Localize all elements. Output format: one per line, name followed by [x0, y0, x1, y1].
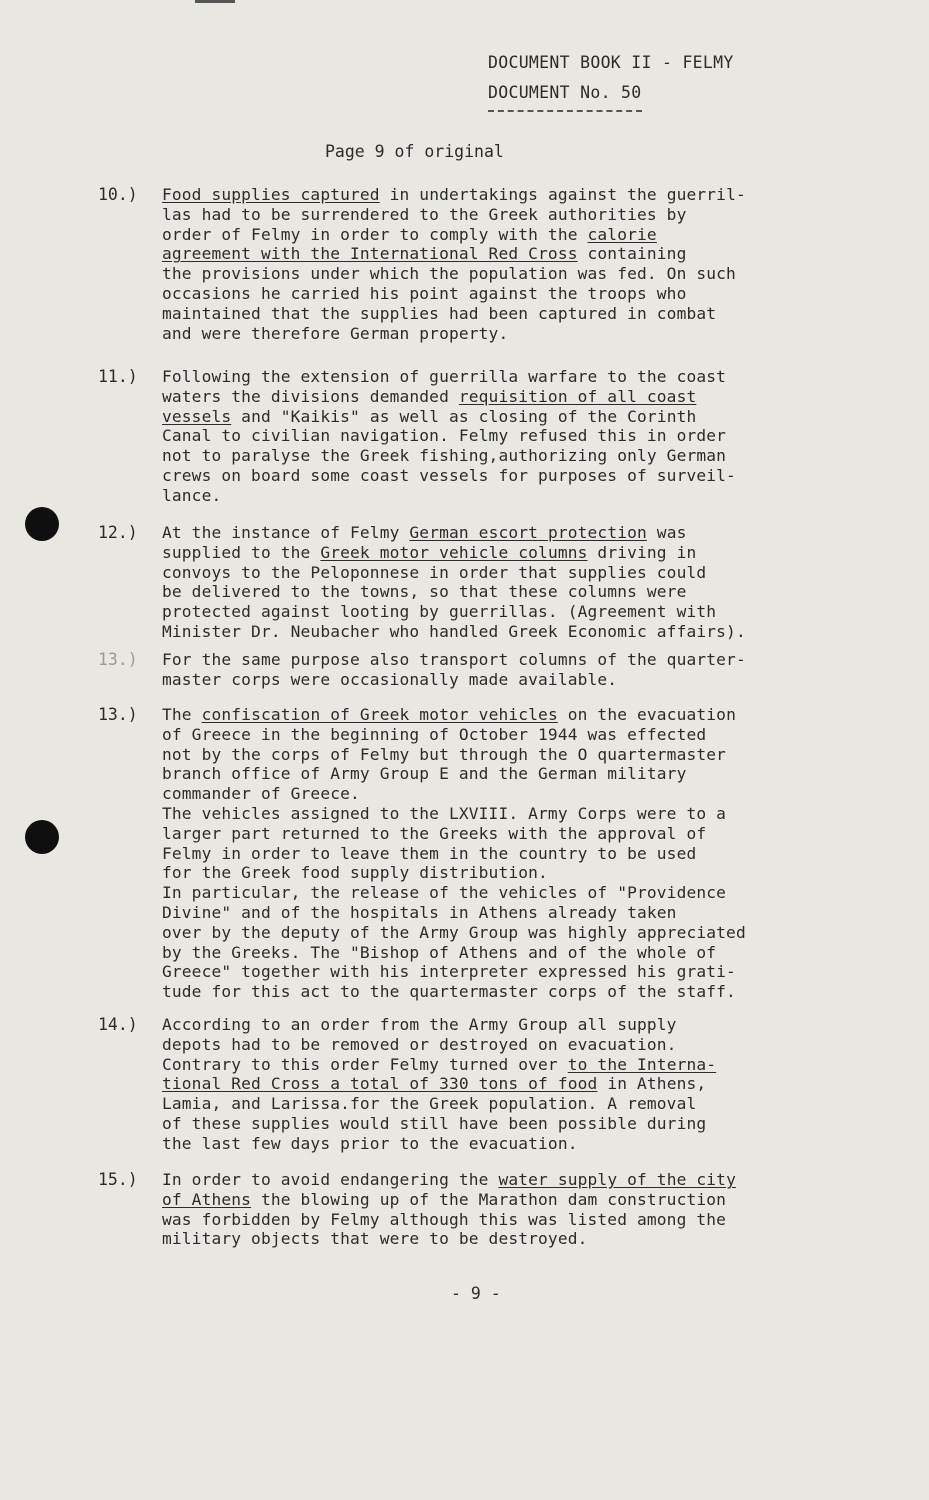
paragraph-text — [162, 185, 874, 343]
paragraph-number: 15.) — [98, 1170, 138, 1189]
paragraph-number: 13.) — [98, 650, 138, 669]
text-run: Following the extension of guerrilla warfare to the coast waters the divisions demanded — [162, 367, 727, 406]
text-run: The — [162, 705, 202, 724]
paragraph-text — [162, 650, 874, 690]
underlined-text: to the Interna- tional Red Cross a total of 330 tons of food — [162, 1054, 717, 1094]
punch-hole-top — [25, 507, 59, 541]
text-run: in undertakings against the guerril- las had to be surrendered to the Greek authorities by order of Felmy in order to comply with the — [162, 185, 746, 244]
text-run: For the same purpose also transport columns of the quarter- master corps were occasionally made available. — [162, 650, 746, 689]
page-number: - 9 - — [451, 1284, 501, 1303]
paragraph-number: 12.) — [98, 523, 138, 542]
text-run: driving in convoys to the Peloponnese in order that supplies could be delivered to the towns, so that these columns were protected against looting by guerrillas. (Agreement with Minister Dr. Neubacher who handled Greek Economic affairs). — [162, 542, 746, 641]
underlined-text: water supply of the city of Athens — [162, 1170, 736, 1209]
paragraph-text — [162, 367, 874, 506]
underlined-text: Greek motor vehicle columns — [320, 542, 588, 562]
document-book-title: DOCUMENT BOOK II - FELMY — [488, 53, 734, 72]
text-run: in Athens, Lamia, and Larissa.for the Greek population. A removal of these supplies would still have been possible during the last few days prior to the evacuation. — [162, 1074, 707, 1153]
underlined-text: Food supplies captured — [162, 185, 380, 204]
paragraph-number: 13.) — [98, 705, 138, 724]
page-reference: Page 9 of original — [325, 142, 504, 161]
text-run: At the instance of Felmy — [162, 523, 410, 542]
paragraph-number: 14.) — [98, 1015, 138, 1034]
document-number: DOCUMENT No. 50 — [488, 78, 642, 112]
paragraph-text — [162, 1015, 874, 1154]
underlined-text: requisition of all coast vessels — [162, 386, 697, 426]
document-header — [488, 48, 734, 112]
text-run: containing the provisions under which the population was fed. On such occasions he carried his point against the troops who maintained that the supplies had been captured in combat and were therefore German property. — [162, 244, 736, 343]
text-run: the blowing up of the Marathon dam construction was forbidden by Felmy although this was listed among the military objects that were to be destroyed. — [162, 1189, 727, 1249]
underlined-text: confiscation of Greek motor vehicles — [201, 705, 558, 724]
punch-hole-bottom — [25, 820, 59, 854]
text-run: was supplied to the — [162, 523, 687, 562]
paragraph-text — [162, 1170, 874, 1249]
top-edge-mark — [195, 0, 235, 3]
text-run: on the evacuation of Greece in the beginning of October 1944 was effected not by the corps of Felmy but through the O quartermaster branch office of Army Group E and the German military commander of Greece. The vehicles assigned to the LXVIII. Army Corps were to a larger part returned to the Greeks with the approval of Felmy in order to leave them in the country to be used for the Greek food supply distribution. In particular, the release of the vehicles of "Providence Divine" and of the hospitals in Athens already taken over by the deputy of the Army Group was highly appreciated by the Greeks. The "Bishop of Athens and of the whole of Greece" together with his interpreter expressed his grati- tude for this act to the quartermaster corps of the staff. — [162, 705, 746, 1002]
paragraph-number: 10.) — [98, 185, 138, 204]
underlined-text: German escort protection — [409, 523, 647, 542]
text-run: In order to avoid endangering the — [162, 1170, 499, 1189]
text-run: and "Kaikis" as well as closing of the Corinth Canal to civilian navigation. Felmy refused this in order not to paralyse the Greek fishing,authorizing only German crews on board some coast vessels for purposes of surveil- lance. — [162, 406, 736, 505]
underlined-text: calorie agreement with the International Red Cross — [162, 224, 657, 264]
paragraph-number: 11.) — [98, 367, 138, 386]
paragraph-text — [162, 705, 874, 1002]
text-run: According to an order from the Army Group all supply depots had to be removed or destroyed on evacuation. Contrary to this order Felmy turned over — [162, 1015, 677, 1074]
paragraph-text — [162, 523, 874, 642]
